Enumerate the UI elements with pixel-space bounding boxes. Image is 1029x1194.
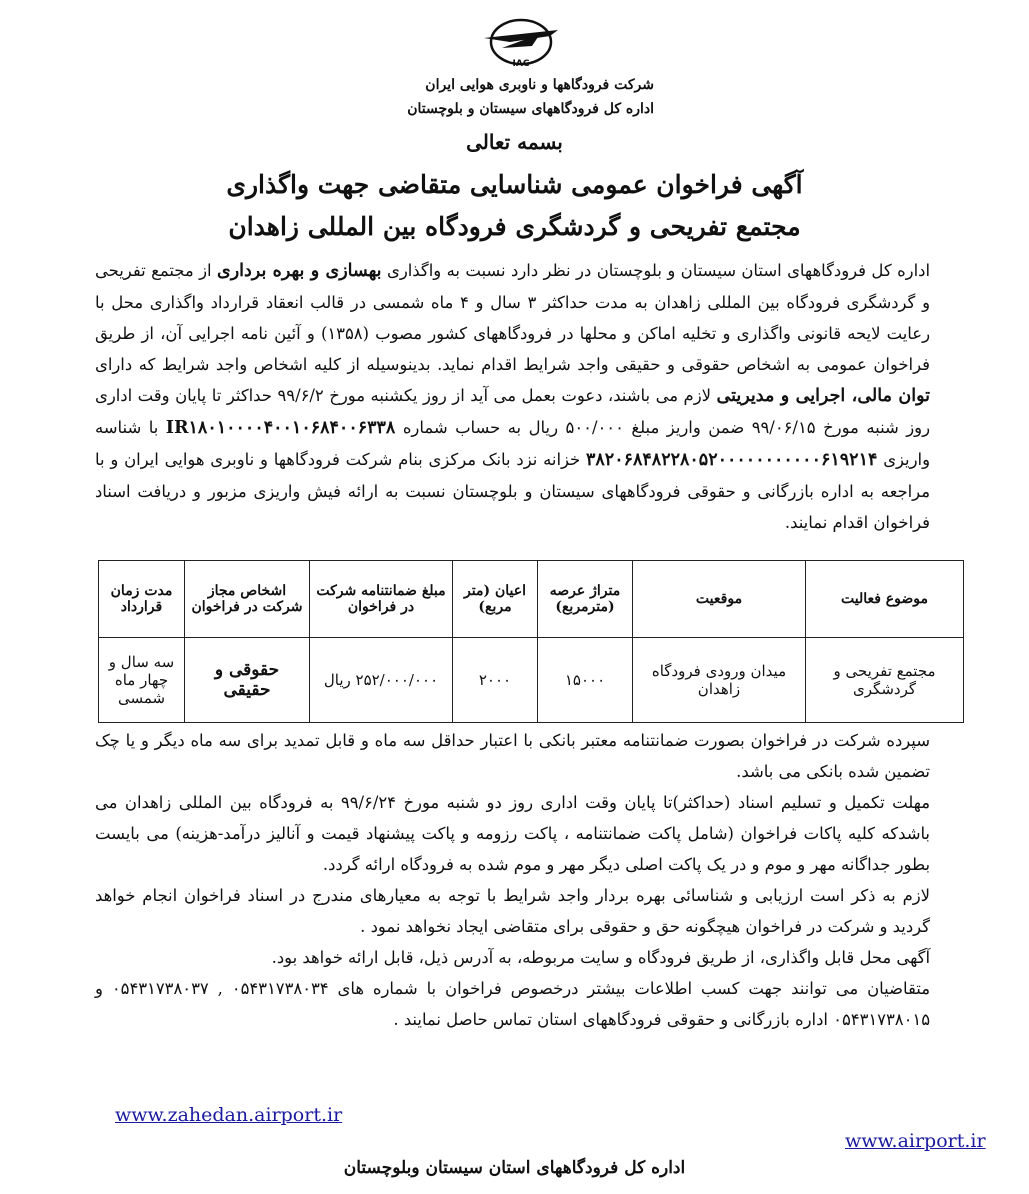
note-deposit: سپرده شرکت در فراخوان بصورت ضمانتنامه معتبر بانکی با اعتبار حداقل سه ماه و قابل تمدید برای سه ماه دیگر و یا چک تضمین شده بانکی می باشد. xyxy=(95,731,930,781)
header-building-area: اعیان (متر مربع) xyxy=(453,561,538,638)
page-subtitle: مجتمع تفریحی و گردشگری فرودگاه بین المللی زاهدان xyxy=(228,212,801,241)
airport-link[interactable]: www.airport.ir xyxy=(845,1130,986,1152)
footer-signature: اداره کل فرودگاههای استان سیستان وبلوچستان xyxy=(343,1158,686,1178)
logo-text: IAC xyxy=(512,59,530,69)
page-title: آگهی فراخوان عمومی شناسایی متقاضی جهت واگذاری xyxy=(226,170,803,199)
header-duration: مدت زمان قرارداد xyxy=(99,561,185,638)
details-table xyxy=(98,560,964,723)
cell-activity: مجتمع تفریحی و گردشگری xyxy=(806,638,964,723)
cell-duration: سه سال و چهار ماه شمسی xyxy=(99,638,185,723)
deposit-id: ۳۸۲۰۶۸۴۸۲۲۸۰۵۲۰۰۰۰۰۰۰۰۰۰۰۶۱۹۲۱۴ xyxy=(586,450,878,470)
header-persons: اشخاص مجاز شرکت در فراخوان xyxy=(185,561,310,638)
table-row xyxy=(99,638,964,723)
note-evaluation: لازم به ذکر است ارزیابی و شناسائی بهره بردار واجد شرایط با توجه به معیارهای مندرج در اسناد فراخوان انجام خواهد گردید و شرکت در فراخوان هیچگونه حق و حقوقی برای متقاضی ایجاد نخواهد نمود . xyxy=(95,886,930,936)
table-header-row xyxy=(99,561,964,638)
account-number: IR۱۸۰۱۰۰۰۰۴۰۰۱۰۶۸۴۰۰۶۳۳۸ xyxy=(165,418,396,438)
cell-building-area: ۲۰۰۰ xyxy=(453,638,538,723)
intro-text-1: اداره کل فرودگاههای استان سیستان و بلوچستان در نظر دارد نسبت به واگذاری xyxy=(381,261,931,280)
zahedan-airport-link[interactable]: www.zahedan.airport.ir xyxy=(115,1104,343,1126)
intro-bold-1: بهسازی و بهره برداری xyxy=(217,261,382,281)
department-name: اداره کل فرودگاههای سیستان و بلوچستان xyxy=(407,101,654,117)
basmala: بسمه تعالی xyxy=(466,130,563,154)
intro-text-4: با شناسه واریزی xyxy=(95,418,931,469)
note-website: آگهی محل قابل واگذاری، از طریق فرودگاه و سایت مربوطه، به آدرس ذیل، قابل ارائه خواهد بود. xyxy=(271,948,930,967)
iac-logo-icon xyxy=(480,12,562,70)
note-contact: متقاضیان می توانند جهت کسب اطلاعات بیشتر درخصوص فراخوان با شماره های ۰۵۴۳۱۷۳۸۰۳۴ , ۰۵۴۳۱۷۳۸۰۳۷ و ۰۵۴۳۱۷۳۸۰۱۵ اداره بازرگانی و حقوقی فرودگاههای استان تماس حاصل نمایند . xyxy=(95,979,930,1029)
intro-bold-2: توان مالی، اجرایی و مدیریتی xyxy=(716,386,930,406)
intro-text-2: از مجتمع تفریحی و گردشگری فرودگاه بین المللی زاهدان به مدت حداکثر ۳ سال و ۴ ماه شمسی در قالب انعقاد قرارداد واگذاری محل با رعایت لایحه قانونی واگذاری و تخلیه اماکن و محلها در فرودگاههای کشور مصوب (۱۳۵۸) و آئین نامه اجرایی آن، از طریق فراخوان عمومی به اشخاص حقوقی و حقیقی واجد شرایط اقدام نماید. بدینوسیله از کلیه اشخاص واجد شرایط که دارای xyxy=(95,261,930,374)
organization-name: شرکت فرودگاهها و ناوبری هوایی ایران xyxy=(425,77,654,93)
notes-block xyxy=(95,725,930,1035)
note-deadline: مهلت تکمیل و تسلیم اسناد (حداکثر)تا پایان وقت اداری روز دو شنبه مورخ ۹۹/۶/۲۴ به فرودگاه بین المللی زاهدان می باشدکه کلیه پاکات فراخوان (شامل پاکت ضمانتنامه ، پاکت رزومه و پاکت پیشنهاد قیمت و آنالیز درآمد-هزینه) می بایست بطور جداگانه مهر و موم و در یک پاکت اصلی دیگر مهر و موم شده به فرودگاه ارائه گردد. xyxy=(95,793,930,874)
cell-location: میدان ورودی فرودگاه زاهدان xyxy=(633,638,806,723)
header-land-area: متراژ عرصه (مترمربع) xyxy=(538,561,633,638)
header-guarantee: مبلغ ضمانتنامه شرکت در فراخوان xyxy=(310,561,453,638)
intro-text-5: خزانه نزد بانک مرکزی بنام شرکت فرودگاهها و ناوبری هوایی ایران و با مراجعه به اداره بازرگانی و حقوقی فرودگاههای سیستان و بلوچستان نسبت به ارائه فیش واریزی مزبور و دریافت اسناد فراخوان اقدام نمایند. xyxy=(95,450,930,532)
intro-paragraph xyxy=(95,255,930,538)
intro-text-3: لازم می باشند، دعوت بعمل می آید از روز یکشنبه مورخ ۹۹/۶/۲ حداکثر تا پایان وقت اداری روز شنبه مورخ ۹۹/۰۶/۱۵ ضمن واریز مبلغ ۵۰۰/۰۰۰ ریال به حساب شماره xyxy=(95,386,931,437)
cell-persons: حقوقی و حقیقی xyxy=(185,638,310,723)
header-activity: موضوع فعالیت xyxy=(806,561,964,638)
cell-guarantee: ۲۵۲/۰۰۰/۰۰۰ ریال xyxy=(310,638,453,723)
cell-land-area: ۱۵۰۰۰ xyxy=(538,638,633,723)
header-location: موقعیت xyxy=(633,561,806,638)
